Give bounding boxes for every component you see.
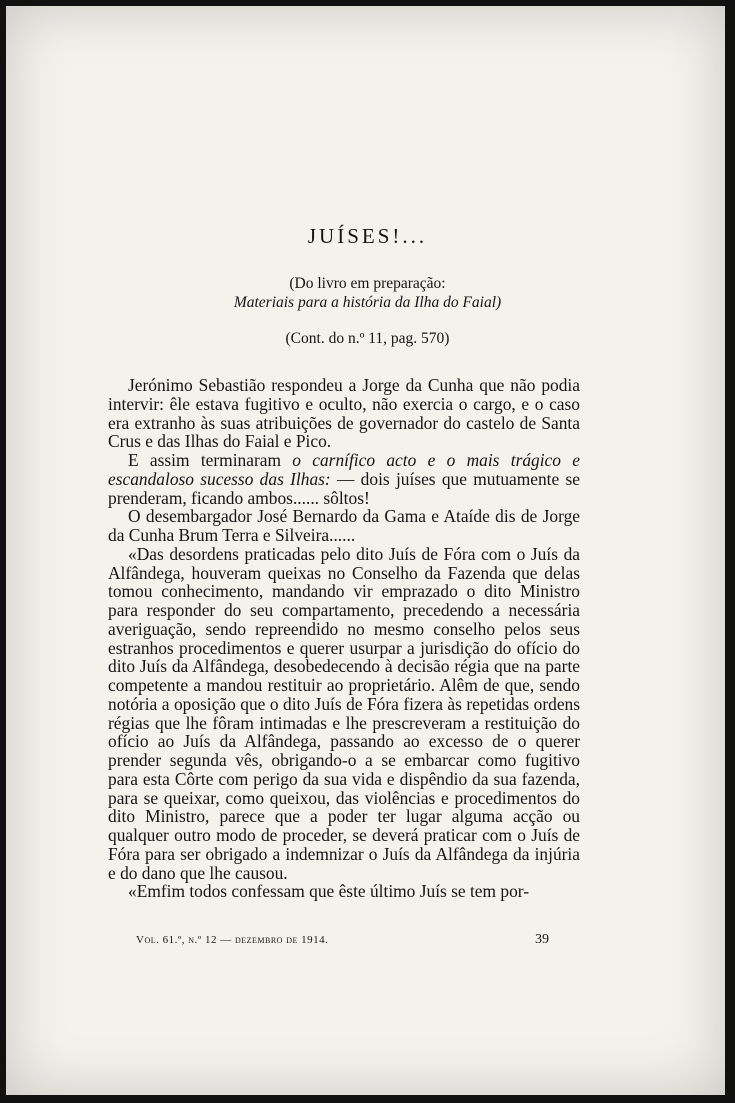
paragraph-2-italic: o carnífico acto e o mais trágico e escandaloso sucesso das Ilhas:: [108, 450, 580, 489]
paragraph-4: «Das desordens praticadas pelo dito Juís de Fóra com o Juís da Alfândega, houveram queixas no Conselho da Fazenda que delas tomou conhecimento, mandando vir emprazado o dito Ministro para responder do seu compartamento, precedendo a necessária averiguação, sendo repreendido no mesmo conselho pelos seus estranhos procedimentos e querer usurpar a jurisdição do ofício do dito Juís da Alfândega, desobedecendo à decisão régia que na parte competente a mandou restituir ao proprietário. Alêm de que, sendo notória a oposição que o dito Juís de Fóra fizera às repetidas ordens régias que lhe fôram intimadas e lhe prescreveram a restituição do ofício ao Juís da Alfândega, passando ao excesso de o querer prender segunda vês, obrigando-o a se embarcar como fugitivo para esta Côrte com perigo da sua vida e dispêndio da sua fazenda, para se queixar, como queixou, das violências e procedimentos do dito Ministro, parece que a poder ter lugar alguma acção ou qualquer outro modo de proceder, se deverá praticar com o Juís de Fóra para ser obrigado a indemnizar o Juís da Alfândega da injúria e do dano que lhe causou.: [108, 543, 580, 883]
page-number: 39: [535, 932, 549, 947]
continuation-note: (Cont. do n.º 11, pag. 570): [285, 330, 450, 347]
subtitle-line-2: Materiais para a história da Ilha do Faial): [233, 294, 502, 311]
page-title: JUÍSES!...: [307, 224, 428, 248]
paragraph-2: [108, 451, 580, 507]
paragraph-2-start: E assim terminaram: [128, 450, 293, 470]
paragraph-1: Jerónimo Sebastião respondeu a Jorge da Cunha que não podia intervir: êle estava fugitivo e oculto, não exercia o cargo, e o caso era extranho às suas atribuições de governador do castelo de Santa Crus e das Ilhas do Faial e Pico.: [108, 375, 580, 452]
body-text: [108, 376, 580, 901]
subtitle-line-1: (Do livro em preparação:: [289, 275, 446, 292]
paragraph-5: «Emfim todos confessam que êste último Juís se tem por-: [128, 881, 530, 902]
footer-issue: Vol. 61.º, n.º 12 — dezembro de 1914.: [136, 934, 329, 946]
paragraph-3: O desembargador José Bernardo da Gama e Ataíde dis de Jorge da Cunha Brum Terra e Silveira......: [108, 506, 580, 545]
paragraph-2-end: — dois juíses que mutuamente se prenderam, ficando ambos...... sôltos!: [108, 468, 580, 508]
